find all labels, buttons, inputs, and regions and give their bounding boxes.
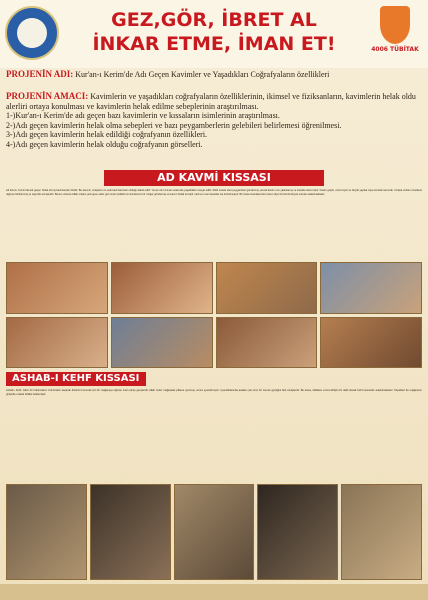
poster-title [64, 8, 364, 56]
photo [90, 484, 171, 580]
photo [6, 262, 108, 314]
photo [320, 317, 422, 369]
photo [257, 484, 338, 580]
header [0, 0, 428, 68]
aim-item: 3-)Adı geçen kavimlerin helak edildiği coğrafyanın özellikleri. [6, 130, 208, 139]
title-line-1: GEZ,GÖR, İBRET AL [111, 9, 317, 31]
photo [6, 484, 87, 580]
section-title-ad-kavmi: AD KAVMİ KISSASI [104, 170, 324, 186]
title-line-2: İNKAR ETME, İMAN ET! [92, 33, 336, 55]
section-body-ashab-kehf: Ashab-ı Kehf, zalim bir hükümdarın zulmünden kaçarak dinlerini korumak için bir mağaraya sığınan iman etmiş gençlerdir. Allah onları mağarada yıllarca uyutmuş, sonra uyandırmıştır. Uyandıklarında aradan çok uzun bir zaman geçtiğini fark etmişlerdir. Bu kıssa, öldükten sonra dirilişin bir delili olarak Kehf suresinde anlatılmaktadır. Köpekleri de mağaranın girişinde onlarla birlikte beklemiştir. [6, 389, 422, 396]
bottom-band [0, 584, 428, 600]
photo [111, 317, 213, 369]
project-aim-label: PROJENİN AMACI: [6, 91, 89, 101]
tubitak-label: 4006 TÜBİTAK [371, 46, 419, 53]
photo [341, 484, 422, 580]
photo-grid-ashab-kehf [6, 484, 422, 580]
project-name-value: Kur'an-ı Kerim'de Adı Geçen Kavimler ve Yaşadıkları Coğrafyaların özellikleri [75, 70, 330, 79]
project-name-label: PROJENİN ADI: [6, 69, 74, 79]
photo [6, 317, 108, 369]
photo [320, 262, 422, 314]
photo [111, 262, 213, 314]
section-body-ad-kavmi: Ad kavmi, Kur'an'da adı geçen helak olmuş kavimlerden biridir. Bu kavmin, Arapların en eski kavimlerinden olduğu kabul edilir. Yemen ile Umman arasında yaşadıkları rivayet edilir. Allah onlara Hud peygamberi göndermiş, ancak kavim onu yalanlamış ve inkarda direnmiştir. Kavim güçlü, uzun boylu ve büyük yapılar inşa etmekle tanınırdı. Onlara verilen nimetlere rağmen kibirlenmiş ve azgınlık etmişlerdir. Bunun üzerine Allah onlara yedi gece sekiz gün süren şiddetli ve dondurucu bir rüzgar göndermiş ve kavmi helak etmiştir. Hud ve ona inananlar ise kurtulmuştur. Bu kıssa insanlara ibret olsun diye Kur'an'da birçok surede anlatılmaktadır. [6, 189, 422, 196]
photo [174, 484, 255, 580]
project-name [6, 70, 420, 80]
project-aim-value: Kavimlerin ve yaşadıkları coğrafyaların özelliklerinin, ikimsel ve fiziksanların, kavimlerin helak oldu alerliri ortaya konulması ve kavimlerin helak edilme sebeplerinin araştırılması. [6, 92, 416, 111]
aim-item: 4-)Adı geçen kavimlerin helak olduğu coğrafyanın görselleri. [6, 139, 203, 149]
project-aim [6, 92, 420, 149]
photo [216, 262, 318, 314]
aim-item: 1-)Kur'an-ı Kerim'de adı geçen bazı kavimlerin ve kıssaların isimlerinin araştırılması. [6, 111, 280, 120]
section-title-ashab-kehf: ASHAB-I KEHF KISSASI [6, 372, 146, 386]
photo-grid-ad-kavmi [6, 262, 422, 368]
aim-item: 2-)Adı geçen kavimlerin helak olma sebepleri ve bazı peygamberlerin gelebileri belirlemesi öğrenilmesi. [6, 120, 342, 130]
photo [216, 317, 318, 369]
tubitak-logo-icon [366, 6, 424, 66]
school-logo-icon [5, 6, 59, 60]
